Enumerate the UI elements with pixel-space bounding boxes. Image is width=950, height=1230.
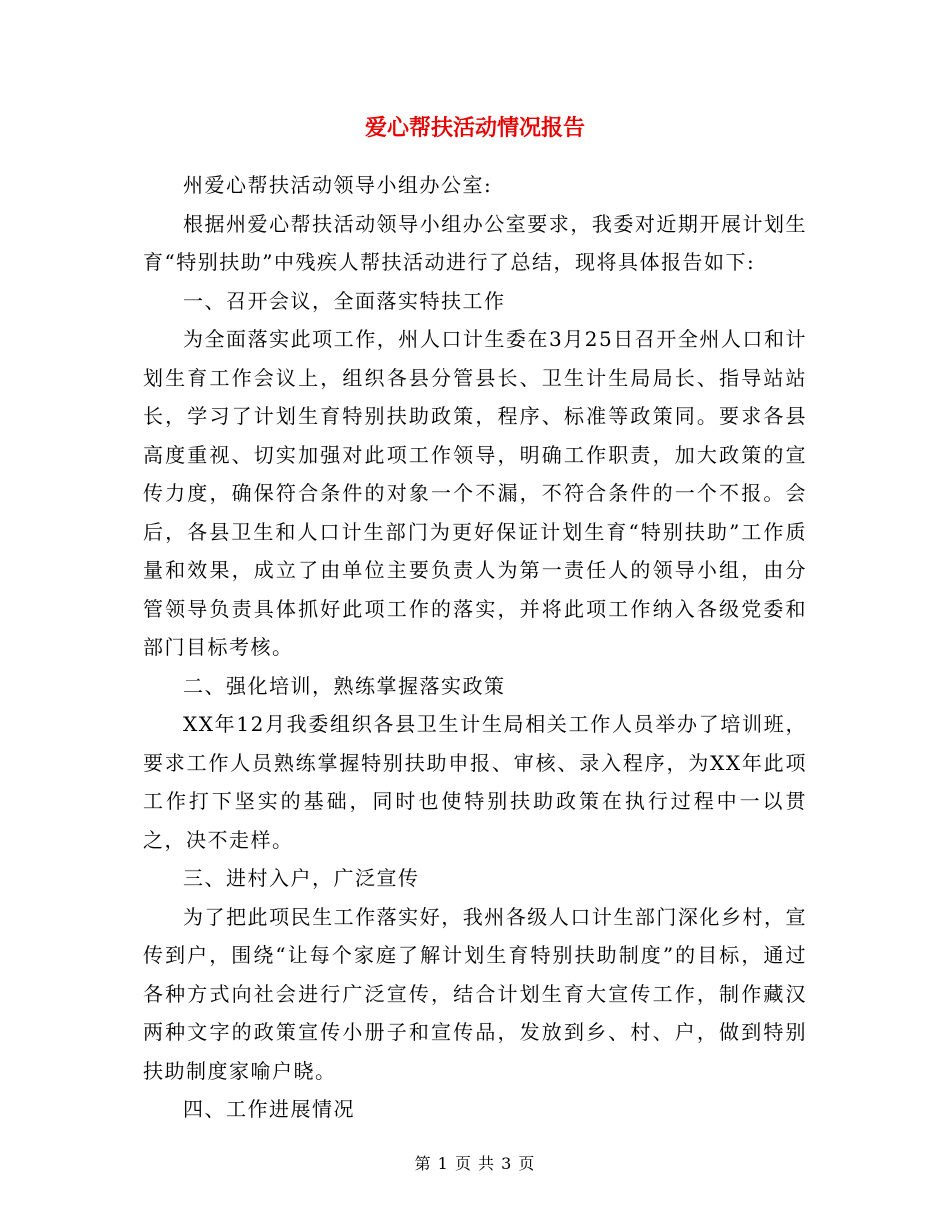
paragraph-section-1: 为全面落实此项工作，州人口计生委在3月25日召开全州人口和计划生育工作会议上，组织各县分管县长、卫生计生局局长、指导站站长，学习了计划生育特别扶助政策，程序、标准等政策同。要求各县高度重视、切实加强对此项工作领导，明确工作职责，加大政策的宣传力度，确保符合条件的对象一个不漏，不符合条件的一个不报。会后，各县卫生和人口计生部门为更好保证计划生育“特别扶助”工作质量和效果，成立了由单位主要负责人为第一责任人的领导小组，由分管领导负责具体抓好此项工作的落实，并将此项工作纳入各级党委和部门目标考核。 bbox=[143, 327, 807, 659]
section-heading-4: 四、工作进展情况 bbox=[183, 1097, 355, 1121]
paragraph-section-3: 为了把此项民生工作落实好，我州各级人口计生部门深化乡村，宣传到户，围绕“让每个家庭了解计划生育特别扶助制度”的目标，通过各种方式向社会进行广泛宣传，结合计划生育大宣传工作，制作藏汉两种文字的政策宣传小册子和宣传品，发放到乡、村、户，做到特别扶助制度家喻户晓。 bbox=[143, 904, 807, 1083]
paragraph-section-2: XX年12月我委组织各县卫生计生局相关工作人员举办了培训班，要求工作人员熟练掌握特别扶助申报、审核、录入程序，为XX年此项工作打下坚实的基础，同时也使特别扶助政策在执行过程中一以贯之，决不走样。 bbox=[143, 712, 807, 852]
section-heading-2: 二、强化培训，熟练掌握落实政策 bbox=[183, 673, 506, 698]
paragraph-salutation: 州爱心帮扶活动领导小组办公室: bbox=[183, 173, 493, 197]
page-number: 第 1 页 共 3 页 bbox=[414, 1154, 536, 1173]
paragraph-intro: 根据州爱心帮扶活动领导小组办公室要求，我委对近期开展计划生育“特别扶助”中残疾人帮扶活动进行了总结，现将具体报告如下: bbox=[143, 211, 807, 274]
document-title: 爱心帮扶活动情况报告 bbox=[364, 115, 585, 141]
document-body bbox=[143, 166, 807, 1129]
section-heading-1: 一、召开会议，全面落实特扶工作 bbox=[183, 288, 506, 313]
section-heading-3: 三、进村入户，广泛宣传 bbox=[183, 866, 420, 890]
